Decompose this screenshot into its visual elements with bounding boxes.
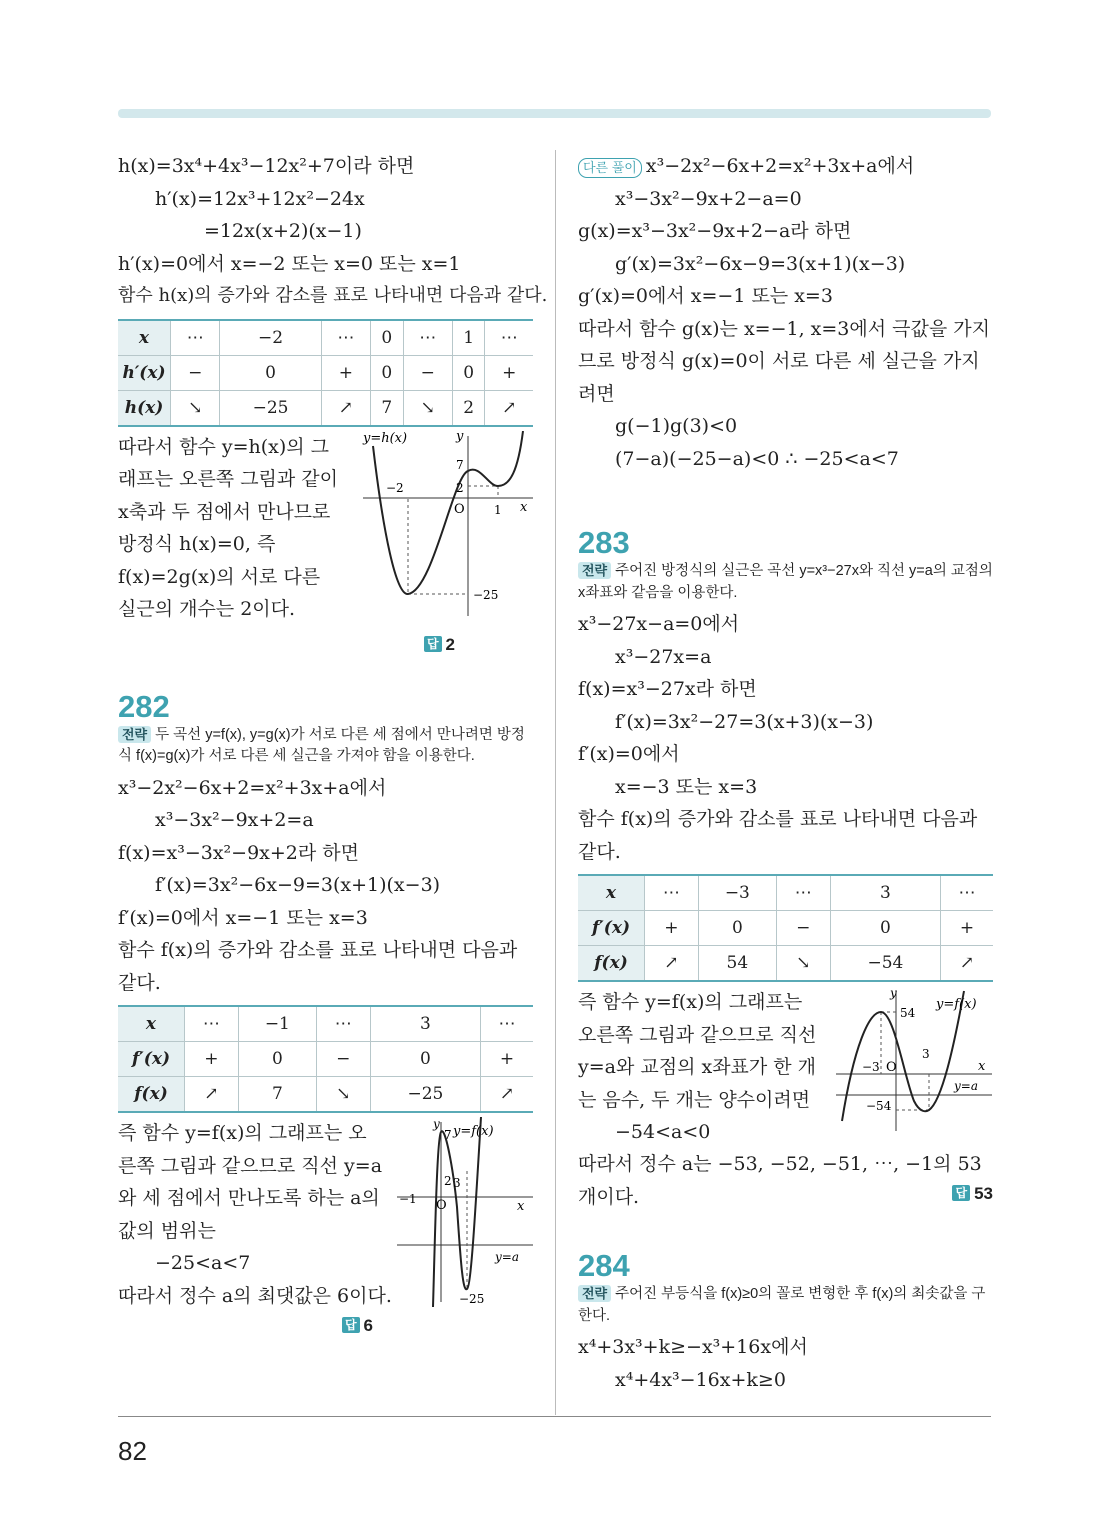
table-cell: ↗ bbox=[321, 390, 370, 426]
sign-table-283 bbox=[578, 874, 993, 982]
graph-label: 7 bbox=[456, 457, 464, 472]
table-cell: −1 bbox=[238, 1006, 316, 1042]
graph-label: y=f(x) bbox=[453, 1124, 494, 1139]
table-cell: 0 bbox=[371, 320, 403, 356]
graph-label: O bbox=[454, 501, 465, 517]
graph-label: 3 bbox=[453, 1176, 461, 1190]
strategy bbox=[578, 1284, 993, 1327]
answer-badge bbox=[118, 1312, 533, 1340]
graph-283 bbox=[834, 986, 994, 1136]
table-cell: ⋯ bbox=[941, 875, 993, 911]
left-column bbox=[118, 150, 548, 1340]
graph-label: O bbox=[436, 1198, 447, 1213]
text-line: x³−3x²−9x+2=a bbox=[155, 809, 314, 831]
graph-label: 2 bbox=[456, 480, 464, 495]
text-line: f′(x)=3x²−6x−9=3(x+1)(x−3) bbox=[155, 874, 441, 896]
table-cell: 7 bbox=[238, 1077, 316, 1113]
text-line: 따라서 함수 g(x)는 x=−1, x=3에서 극값을 가지므로 방정식 g(x)=0이 서로 다른 세 실근을 가지려면 bbox=[578, 317, 990, 405]
table-cell: + bbox=[485, 355, 533, 390]
text-line: =12x(x+2)(x−1) bbox=[204, 220, 362, 242]
table-cell: 0 bbox=[238, 1042, 316, 1077]
table-cell: + bbox=[321, 355, 370, 390]
table-cell: − bbox=[403, 355, 452, 390]
table-cell: ⋯ bbox=[321, 320, 370, 356]
table-cell: f(x) bbox=[578, 946, 645, 982]
graph-label: y bbox=[890, 986, 897, 1000]
text-line: g(x)=x³−3x²−9x+2−a라 하면 bbox=[578, 220, 852, 242]
text-line: −54<a<0 bbox=[615, 1121, 711, 1143]
text-line: 는 음수, 두 개는 양수이려면 bbox=[578, 1088, 811, 1111]
text-line: y=a와 교점의 x좌표가 한 개 bbox=[578, 1056, 817, 1078]
text-line: x³−3x²−9x+2−a=0 bbox=[615, 187, 802, 210]
table-cell: 0 bbox=[371, 355, 403, 390]
page-number: 82 bbox=[118, 1436, 147, 1466]
table-cell: x bbox=[118, 320, 171, 356]
table-cell: + bbox=[481, 1042, 533, 1077]
strategy bbox=[118, 725, 533, 768]
table-cell: ↗ bbox=[485, 390, 533, 426]
text-line: f(x)=2g(x)의 서로 다른 bbox=[118, 565, 321, 588]
graph-label: y=a bbox=[954, 1079, 978, 1093]
graph-label: y bbox=[433, 1117, 440, 1131]
strategy-tag: 전략 bbox=[578, 562, 611, 579]
text-line: x³−2x²−6x+2=x²+3x+a에서 bbox=[118, 776, 387, 799]
text-line: x³−27x−a=0에서 bbox=[578, 613, 740, 635]
text-line: x³−27x=a bbox=[615, 645, 712, 668]
table-cell: ↘ bbox=[403, 390, 452, 426]
text-line: g′(x)=3x²−6x−9=3(x+1)(x−3) bbox=[615, 252, 906, 275]
text-line: x⁴+3x³+k≥−x³+16x에서 bbox=[578, 1336, 808, 1358]
problem-number: 283 bbox=[578, 525, 630, 560]
table-cell: x bbox=[578, 875, 645, 911]
graph-h bbox=[358, 431, 538, 631]
table-cell: ⋯ bbox=[645, 875, 699, 911]
table-cell: − bbox=[316, 1042, 370, 1077]
text-line: g(−1)g(3)<0 bbox=[615, 415, 738, 437]
table-cell: 3 bbox=[370, 1006, 480, 1042]
table-cell: x bbox=[118, 1006, 185, 1042]
graph-label: y=f(x) bbox=[936, 997, 977, 1012]
graph-label: x bbox=[520, 499, 528, 515]
text-line: 방정식 h(x)=0, 즉 bbox=[118, 533, 276, 555]
table-cell: ⋯ bbox=[776, 875, 830, 911]
text-line: 함수 f(x)의 증가와 감소를 표로 나타내면 다음과 같다. bbox=[578, 808, 978, 863]
table-cell: + bbox=[941, 911, 993, 946]
graph-label: y bbox=[456, 430, 464, 444]
strategy-text: 주어진 부등식을 f(x)≥0의 꼴로 변형한 후 f(x)의 최솟값을 구한다. bbox=[578, 1286, 986, 1324]
answer-tag: 답 bbox=[424, 636, 442, 652]
table-cell: ⋯ bbox=[171, 320, 220, 356]
text-line: 따라서 함수 y=h(x)의 그 bbox=[118, 435, 330, 458]
table-cell: ↘ bbox=[171, 390, 220, 426]
graph-label: 3 bbox=[922, 1047, 930, 1061]
table-cell: − bbox=[776, 911, 830, 946]
graph-block-283 bbox=[578, 986, 993, 1208]
table-cell: ↗ bbox=[941, 946, 993, 982]
table-cell: 0 bbox=[370, 1042, 480, 1077]
header-bar bbox=[118, 109, 991, 118]
table-cell: f′(x) bbox=[118, 1042, 185, 1077]
table-cell: ⋯ bbox=[481, 1006, 533, 1042]
table-cell: 0 bbox=[452, 355, 484, 390]
table-cell: 1 bbox=[452, 320, 484, 356]
table-cell: 0 bbox=[830, 911, 940, 946]
text-line: 실근의 개수는 2이다. bbox=[118, 598, 296, 620]
text-line: −25<a<7 bbox=[155, 1252, 251, 1274]
table-cell: ⋯ bbox=[485, 320, 533, 356]
graph-label: 54 bbox=[900, 1006, 916, 1020]
table-cell: 0 bbox=[698, 911, 776, 946]
text-line: x³−2x²−6x+2=x²+3x+a에서 bbox=[645, 155, 915, 177]
answer-value: 6 bbox=[363, 1316, 373, 1335]
graph-label: x bbox=[517, 1199, 525, 1214]
table-cell: 7 bbox=[371, 390, 403, 426]
graph-label: −2 bbox=[386, 480, 404, 495]
strategy-text: 주어진 방정식의 실근은 곡선 y=x³−27x와 직선 y=a의 교점의 x좌표와 같음을 이용한다. bbox=[578, 563, 993, 601]
graph-block-h bbox=[118, 431, 533, 631]
table-cell: h(x) bbox=[118, 390, 171, 426]
sign-table-282 bbox=[118, 1005, 533, 1113]
text-line: x축과 두 점에서 만나므로 bbox=[118, 500, 331, 523]
text-line: 래프는 오른쪽 그림과 같이 bbox=[118, 468, 339, 490]
table-cell: 54 bbox=[698, 946, 776, 982]
table-cell: 0 bbox=[220, 355, 321, 390]
text-line: 즉 함수 y=f(x)의 그래프는 bbox=[578, 991, 803, 1013]
table-cell: −25 bbox=[220, 390, 321, 426]
problem-number: 284 bbox=[578, 1248, 630, 1283]
graph-label: 7 bbox=[444, 1128, 452, 1142]
table-cell: −25 bbox=[370, 1077, 480, 1113]
table-cell: ↗ bbox=[185, 1077, 239, 1113]
table-cell: ↘ bbox=[776, 946, 830, 982]
graph-block-282 bbox=[118, 1117, 533, 1312]
sign-table-h bbox=[118, 319, 533, 427]
alt-solution-tag: 다른 풀이 bbox=[578, 158, 642, 178]
table-cell: ↗ bbox=[645, 946, 699, 982]
text-line bbox=[578, 150, 993, 183]
text-line: 함수 f(x)의 증가와 감소를 표로 나타내면 다음과 같다. bbox=[118, 939, 518, 994]
text-line: h′(x)=12x³+12x²−24x bbox=[155, 187, 365, 210]
graph-label: −25 bbox=[473, 587, 499, 602]
table-cell: ⋯ bbox=[185, 1006, 239, 1042]
text-line: x=−3 또는 x=3 bbox=[615, 775, 758, 798]
text-line: 른쪽 그림과 같으므로 직선 y=a bbox=[118, 1154, 383, 1177]
table-cell: ⋯ bbox=[403, 320, 452, 356]
graph-label: x bbox=[978, 1059, 986, 1074]
table-cell: + bbox=[645, 911, 699, 946]
right-column bbox=[578, 150, 993, 1396]
strategy bbox=[578, 561, 993, 604]
text-line: f′(x)=0에서 x=−1 또는 x=3 bbox=[118, 906, 368, 929]
table-cell: −54 bbox=[830, 946, 940, 982]
table-cell: h′(x) bbox=[118, 355, 171, 390]
text-line: g′(x)=0에서 x=−1 또는 x=3 bbox=[578, 285, 833, 307]
graph-label: O bbox=[886, 1060, 897, 1075]
text-line: f′(x)=3x²−27=3(x+3)(x−3) bbox=[615, 710, 874, 733]
text-line: f(x)=x³−27x라 하면 bbox=[578, 678, 757, 700]
answer-tag: 답 bbox=[952, 1185, 970, 1201]
table-cell: ↘ bbox=[316, 1077, 370, 1113]
graph-label: −25 bbox=[459, 1292, 485, 1306]
graph-label: −3 bbox=[862, 1060, 880, 1074]
graph-label: −54 bbox=[866, 1099, 892, 1113]
graph-label: 2 bbox=[444, 1174, 452, 1188]
text-line: h(x)=3x⁴+4x³−12x²+7이라 하면 bbox=[118, 155, 415, 177]
problem-number: 282 bbox=[118, 688, 170, 724]
table-cell: f(x) bbox=[118, 1077, 185, 1113]
table-cell: f′(x) bbox=[578, 911, 645, 946]
strategy-text: 두 곡선 y=f(x), y=g(x)가 서로 다른 세 점에서 만나려면 방정식 f(x)=g(x)가 서로 다른 세 실근을 가져야 함을 이용한다. bbox=[118, 726, 525, 764]
text-line: 값의 범위는 bbox=[118, 1219, 216, 1242]
strategy-tag: 전략 bbox=[578, 1285, 611, 1302]
text-line: (7−a)(−25−a)<0 ∴ −25<a<7 bbox=[615, 447, 899, 470]
text-line: 즉 함수 y=f(x)의 그래프는 오 bbox=[118, 1122, 367, 1144]
footer-rule bbox=[118, 1416, 991, 1417]
answer-tag: 답 bbox=[342, 1317, 360, 1333]
answer-value: 53 bbox=[974, 1184, 993, 1203]
text-line: 와 세 점에서 만나도록 하는 a의 bbox=[118, 1187, 380, 1209]
table-cell: + bbox=[185, 1042, 239, 1077]
graph-282 bbox=[395, 1117, 535, 1312]
graph-label: y=a bbox=[495, 1250, 519, 1264]
table-cell: ⋯ bbox=[316, 1006, 370, 1042]
text-line: f′(x)=0에서 bbox=[578, 743, 680, 765]
table-cell: −2 bbox=[220, 320, 321, 356]
table-cell: ↗ bbox=[481, 1077, 533, 1113]
table-cell: − bbox=[171, 355, 220, 390]
text-line: 함수 h(x)의 증가와 감소를 표로 나타내면 다음과 같다. bbox=[118, 285, 548, 306]
answer-value: 2 bbox=[445, 634, 455, 654]
answer-badge bbox=[118, 631, 533, 659]
strategy-tag: 전략 bbox=[118, 726, 151, 743]
text-line: 따라서 정수 a의 최댓값은 6이다. bbox=[118, 1284, 392, 1307]
table-cell: 2 bbox=[452, 390, 484, 426]
table-cell: 3 bbox=[830, 875, 940, 911]
text-line: 따라서 정수 a는 −53, −52, −51, ⋯, −1의 53개이다. bbox=[578, 1153, 982, 1208]
graph-label: 1 bbox=[494, 502, 502, 517]
text-line: x⁴+4x³−16x+k≥0 bbox=[615, 1368, 786, 1391]
graph-label: −1 bbox=[399, 1192, 417, 1206]
text-line: h′(x)=0에서 x=−2 또는 x=0 또는 x=1 bbox=[118, 252, 461, 275]
text-line: f(x)=x³−3x²−9x+2라 하면 bbox=[118, 841, 359, 864]
table-cell: −3 bbox=[698, 875, 776, 911]
graph-label: y=h(x) bbox=[363, 430, 408, 446]
text-line: 오른쪽 그림과 같으므로 직선 bbox=[578, 1023, 817, 1046]
column-divider bbox=[555, 150, 556, 1415]
